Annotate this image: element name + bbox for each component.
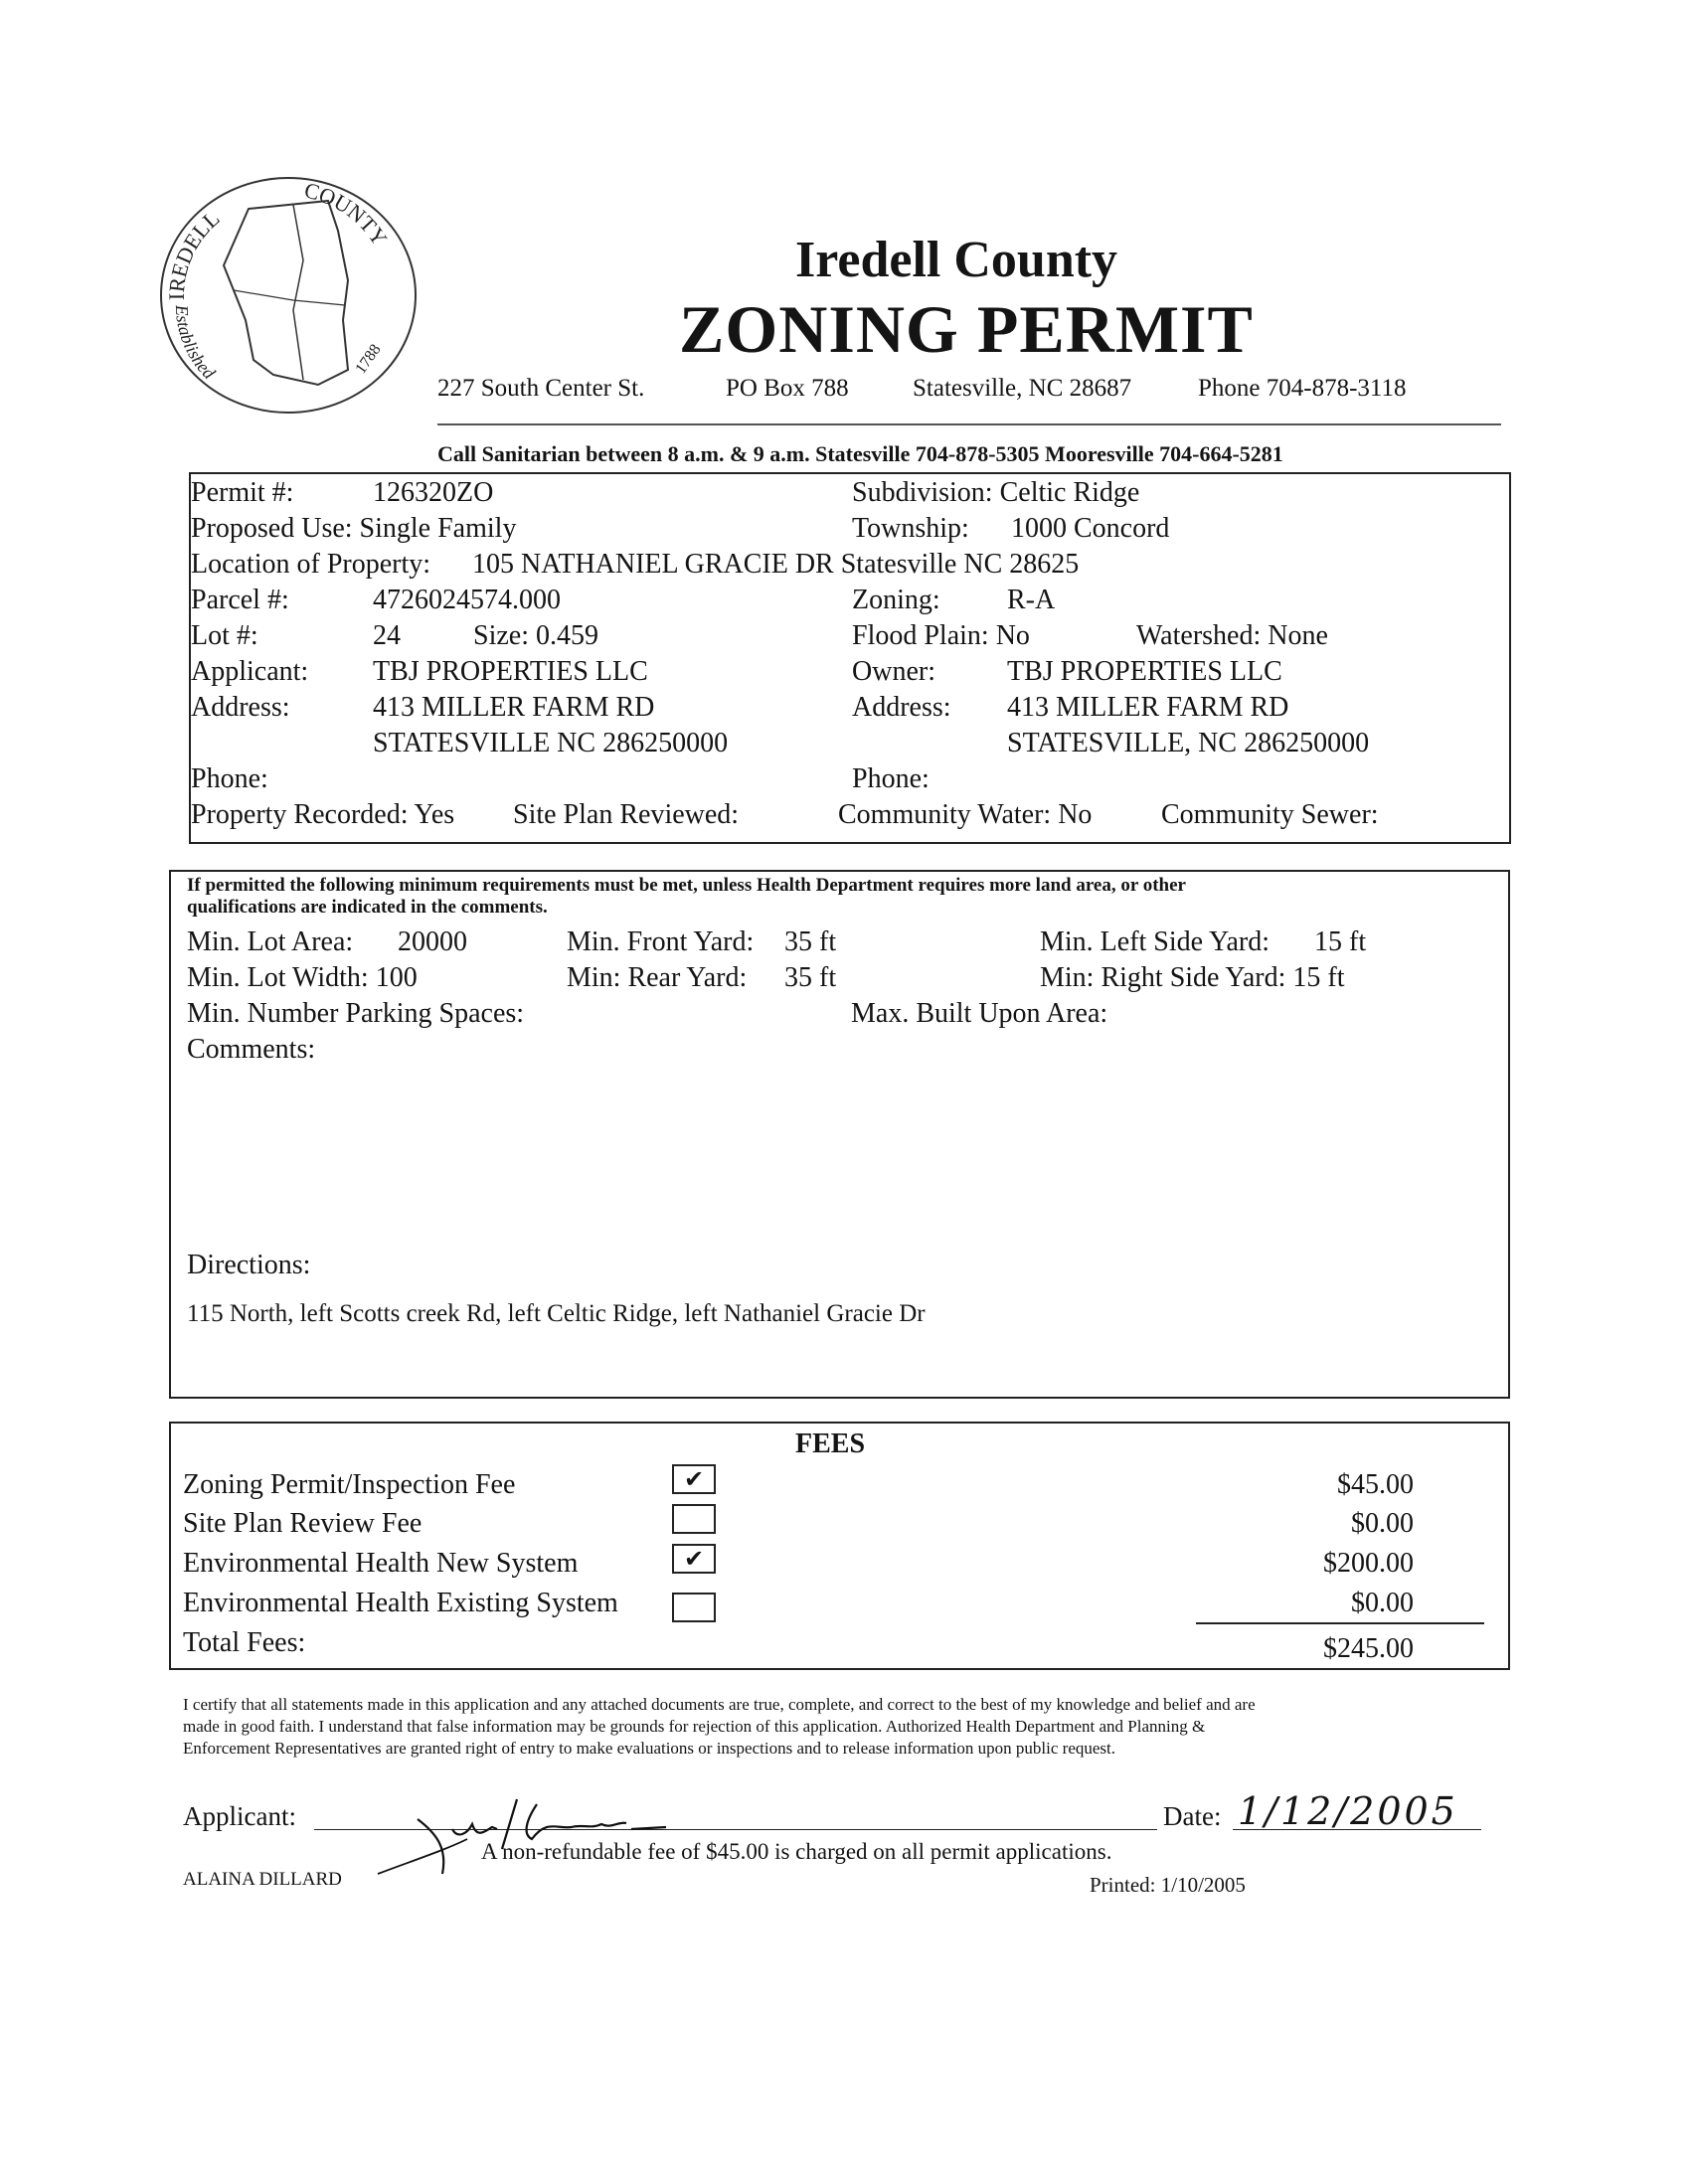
fee-amount: $45.00 (1337, 1469, 1414, 1500)
health-new-system-checkbox[interactable]: ✔ (672, 1544, 716, 1574)
fee-label: Site Plan Review Fee (183, 1508, 423, 1539)
po-box: PO Box 788 (726, 375, 849, 402)
fee-amount: $0.00 (1351, 1508, 1414, 1539)
zoning-value: R-A (1007, 585, 1056, 615)
seal-year: 1788 (352, 341, 385, 378)
location-label: Location of Property: (191, 549, 431, 580)
city-address: Statesville, NC 28687 (913, 375, 1132, 402)
total-divider (1196, 1622, 1484, 1624)
permit-number: 126320ZO (373, 477, 494, 508)
site-plan-fee-checkbox[interactable] (672, 1504, 716, 1534)
seal-bottom-text: Established (171, 304, 220, 384)
printed-date: Printed: 1/10/2005 (1090, 1873, 1246, 1897)
township-label: Township: (852, 513, 969, 544)
min-front-yard-value: 35 ft (784, 926, 837, 957)
min-left-side-value: 15 ft (1314, 926, 1367, 957)
owner-address-label: Address: (852, 692, 951, 723)
community-water: Community Water: No (838, 799, 1093, 830)
min-rear-yard-value: 35 ft (784, 962, 837, 993)
min-front-yard-label: Min. Front Yard: (567, 926, 755, 957)
min-rear-yard-label: Min: Rear Yard: (567, 962, 748, 993)
requirements-intro-line2: qualifications are indicated in the comments. (187, 897, 548, 918)
svg-text:Established (172, 303, 220, 384)
seal-top-text: IREDELL (163, 205, 225, 301)
zoning-label: Zoning: (852, 585, 940, 615)
date-label: Date: (1163, 1801, 1222, 1831)
certification-line2: made in good faith. I understand that false information may be grounds for rejection of this application. Authorized Health Department and Planning & (183, 1717, 1206, 1736)
total-fees-label: Total Fees: (183, 1627, 306, 1658)
owner-address-line1: 413 MILLER FARM RD (1007, 692, 1289, 723)
owner-phone-label: Phone: (852, 763, 930, 794)
fee-amount: $200.00 (1323, 1548, 1414, 1579)
property-recorded: Property Recorded: Yes (191, 799, 455, 830)
applicant-address-line1: 413 MILLER FARM RD (373, 692, 655, 723)
min-lot-area-label: Min. Lot Area: (187, 926, 354, 957)
owner-address-line2: STATESVILLE, NC 286250000 (1007, 728, 1370, 758)
county-seal-icon (154, 171, 423, 420)
fees-title: FEES (795, 1428, 866, 1459)
site-plan-reviewed: Site Plan Reviewed: (513, 799, 740, 830)
owner-label: Owner: (852, 656, 935, 687)
township-value: 1000 Concord (1011, 513, 1170, 544)
handwritten-signature-icon (358, 1779, 775, 1889)
owner-name: TBJ PROPERTIES LLC (1007, 656, 1282, 687)
directions-text: 115 North, left Scotts creek Rd, left Celtic Ridge, left Nathaniel Gracie Dr (187, 1300, 926, 1327)
applicant-phone-label: Phone: (191, 763, 268, 794)
page-title: ZONING PERMIT (679, 291, 1254, 367)
fee-label: Environmental Health Existing System (183, 1588, 618, 1618)
certification-line1: I certify that all statements made in this application and any attached documents are true, complete, and correct to the best of my knowledge and belief and are (183, 1695, 1256, 1714)
min-lot-area-value: 20000 (398, 926, 467, 957)
proposed-use: Proposed Use: Single Family (191, 513, 517, 544)
applicant-label: Applicant: (191, 656, 309, 687)
requirements-intro-line1: If permitted the following minimum requirements must be met, unless Health Department requires more land area, or other (187, 875, 1186, 896)
header-divider (437, 423, 1501, 425)
lot-label: Lot #: (191, 620, 258, 651)
total-fees-value: $245.00 (1323, 1633, 1414, 1664)
permit-label: Permit #: (191, 477, 294, 508)
lot-number: 24 (373, 620, 401, 651)
applicant-name: TBJ PROPERTIES LLC (373, 656, 648, 687)
applicant-address-label: Address: (191, 692, 290, 723)
certification-line3: Enforcement Representatives are granted right of entry to make evaluations or inspections and to release information upon public request. (183, 1739, 1115, 1758)
fee-notice: A non-refundable fee of $45.00 is charged on all permit applications. (481, 1839, 1112, 1864)
zoning-fee-checkbox[interactable]: ✔ (672, 1464, 716, 1494)
watershed: Watershed: None (1136, 620, 1328, 651)
parcel-label: Parcel #: (191, 585, 289, 615)
fee-amount: $0.00 (1351, 1588, 1414, 1618)
min-parking-spaces: Min. Number Parking Spaces: (187, 998, 525, 1029)
community-sewer: Community Sewer: (1161, 799, 1379, 830)
flood-plain: Flood Plain: No (852, 620, 1030, 651)
sanitarian-call-line: Call Sanitarian between 8 a.m. & 9 a.m. Statesville 704-878-5305 Mooresville 704-664-5281 (437, 441, 1283, 466)
applicant-address-line2: STATESVILLE NC 286250000 (373, 728, 729, 758)
handwritten-date: 1/12/2005 (1238, 1789, 1458, 1833)
county-name: Iredell County (795, 232, 1118, 288)
max-built-upon-area: Max. Built Upon Area: (851, 998, 1108, 1029)
min-right-side-yard: Min: Right Side Yard: 15 ft (1040, 962, 1345, 993)
parcel-number: 4726024574.000 (373, 585, 561, 615)
min-lot-width: Min. Lot Width: 100 (187, 962, 418, 993)
seal-right-text: COUNTY (301, 177, 393, 251)
svg-text:IREDELL (164, 206, 225, 300)
lot-size: Size: 0.459 (473, 620, 598, 651)
office-phone: Phone 704-878-3118 (1198, 375, 1407, 402)
street-address: 227 South Center St. (437, 375, 645, 402)
fee-label: Environmental Health New System (183, 1548, 579, 1579)
subdivision: Subdivision: Celtic Ridge (852, 477, 1140, 508)
location-value: 105 NATHANIEL GRACIE DR Statesville NC 28625 (472, 549, 1080, 580)
health-existing-system-checkbox[interactable] (672, 1593, 716, 1622)
fee-label: Zoning Permit/Inspection Fee (183, 1469, 516, 1500)
staff-name: ALAINA DILLARD (183, 1869, 342, 1890)
comments-label: Comments: (187, 1034, 316, 1065)
directions-label: Directions: (187, 1250, 311, 1280)
applicant-signature-label: Applicant: (183, 1801, 296, 1831)
min-left-side-label: Min. Left Side Yard: (1040, 926, 1270, 957)
